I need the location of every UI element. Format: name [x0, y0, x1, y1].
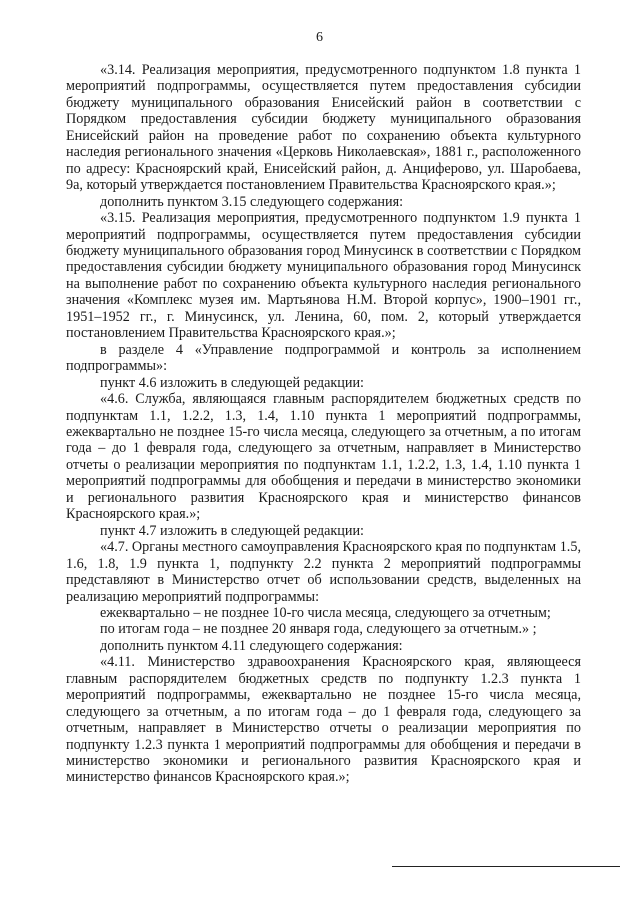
paragraph-point-4-6-intro: пункт 4.6 изложить в следующей редакции: [100, 374, 364, 391]
footer-rule [392, 866, 620, 867]
paragraph-quarterly: ежеквартально – не позднее 10-го числа месяца, следующего за отчетным; [100, 604, 551, 621]
document-body [66, 62, 581, 786]
paragraph-add-3-15: дополнить пунктом 3.15 следующего содержания: [100, 193, 404, 210]
page-number: 6 [316, 30, 323, 45]
paragraph-4-6: «4.6. Служба, являющаяся главным распорядителем бюджетных средств по подпунктам 1.1, 1.2.2, 1.3, 1.4, 1.10 пункта 1 мероприятий подпрограммы, ежеквартально не позднее 15-го числа месяца, следующего за отчетным, а по итогам года – до 1 февраля года, следующего за отчетным, направляет в Министерство отчеты о реализации мероприятия по подпунктам 1.1, 1.2.2, 1.3, 1.4, 1.10 пункта 1 мероприятий подпрограммы для обобщения и передачи в министерство экономики и регионального развития Красноярского края и министерство финансов Красноярского края.»; [66, 391, 581, 523]
paragraph-yearly: по итогам года – не позднее 20 января года, следующего за отчетным.» ; [100, 621, 537, 638]
paragraph-4-7: «4.7. Органы местного самоуправления Красноярского края по подпунктам 1.5, 1.6, 1.8, 1.9 пункта 1, подпункту 2.2 пункта 2 мероприятий подпрограммы представляют в Министерство отчет об использовании средств, выделенных на реализацию мероприятий подпрограммы: [66, 539, 581, 605]
paragraph-point-4-7-intro: пункт 4.7 изложить в следующей редакции: [100, 522, 364, 539]
paragraph-4-11: «4.11. Министерство здравоохранения Красноярского края, являющееся главным распорядителем бюджетных средств по подпункту 1.2.3 пункта 1 мероприятий подпрограммы, ежеквартально не позднее 15-го числа месяца, следующего за отчетным, а по итогам года – до 1 февраля года, следующего за отчетным, направляет в Министерство отчеты о реализации мероприятия по подпункту 1.2.3 пункта 1 мероприятий подпрограммы для обобщения и передачи в министерство экономики и регионального развития Красноярского края и министерство финансов Красноярского края.»; [66, 654, 581, 786]
paragraph-3-14: «3.14. Реализация мероприятия, предусмотренного подпунктом 1.8 пункта 1 мероприятий подпрограммы, осуществляется путем предоставления субсидии бюджету муниципального образования Енисейский район в соответствии с Порядком предоставления субсидии бюджету муниципального образования Енисейский район на проведение работ по сохранению объекта культурного наследия регионального значения «Церковь Николаевская», 1881 г., расположенного по адресу: Красноярский край, Енисейский район, д. Анциферово, ул. Шаробаева, 9а, который утверждается постановлением Правительства Красноярского края.»; [66, 62, 581, 194]
paragraph-add-4-11: дополнить пунктом 4.11 следующего содержания: [100, 637, 403, 654]
paragraph-section-4: в разделе 4 «Управление подпрограммой и контроль за исполнением подпрограммы»: [66, 341, 581, 375]
paragraph-3-15: «3.15. Реализация мероприятия, предусмотренного подпунктом 1.9 пункта 1 мероприятий подпрограммы, осуществляется путем предоставления субсидии бюджету муниципального образования город Минусинск в соответствии с Порядком предоставления субсидии бюджету муниципального образования город Минусинск на выполнение работ по сохранению объекта культурного наследия регионального значения «Комплекс музея им. Мартьянова Н.М. Второй корпус», 1900–1901 гг., 1951–1952 гг., г. Минусинск, ул. Ленина, 60, пом. 2, который утверждается постановлением Правительства Красноярского края.»; [66, 210, 581, 342]
